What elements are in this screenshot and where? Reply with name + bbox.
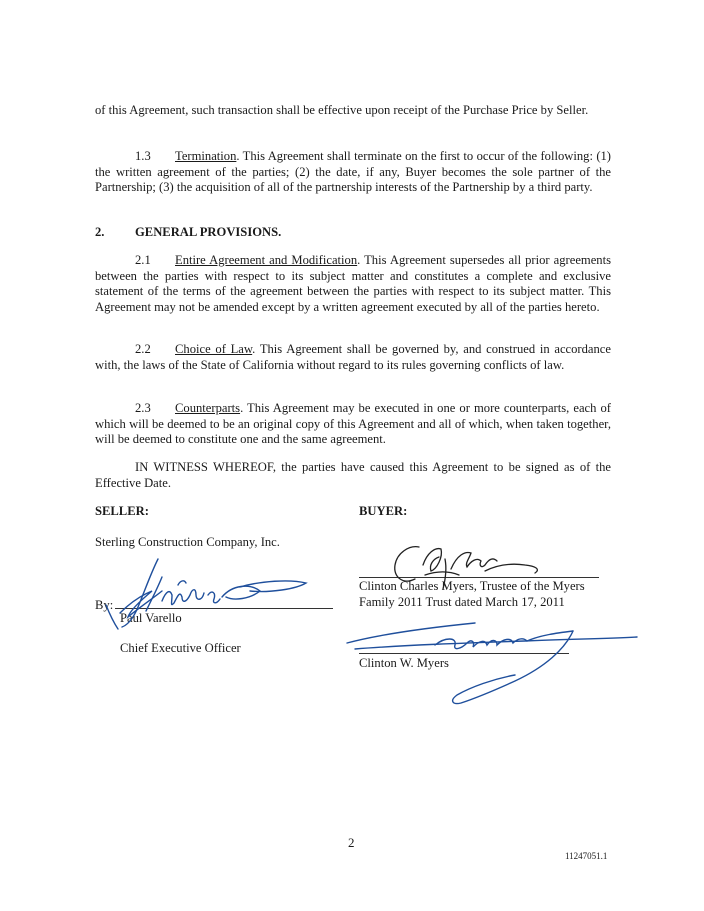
intro-fragment: of this Agreement, such transaction shall be effective upon receipt of the Purchase Price by Seller.: [95, 103, 589, 117]
section-2-2-number: 2.2: [135, 342, 151, 356]
section-2-title: GENERAL PROVISIONS.: [135, 225, 282, 239]
section-2-1-number: 2.1: [135, 253, 151, 267]
section-2-1: [95, 253, 611, 315]
section-2-3: [95, 401, 611, 448]
buyer-signer2-name: Clinton W. Myers: [359, 656, 449, 670]
seller-label: SELLER:: [95, 504, 149, 518]
section-1-3-text: . This Agreement shall terminate on the first to occur of the following: (1) the written agreement of the parties; (2) the date, if any, Buyer becomes the sole partner of the Partnership; (3) the acquisition of all of the partnership interests of the Partnership by a third party.: [95, 149, 611, 195]
witness-clause: IN WITNESS WHEREOF, the parties have caused this Agreement to be signed as of the Effective Date.: [95, 460, 611, 490]
section-2-3-title: Counterparts: [175, 401, 241, 415]
section-1-3-number: 1.3: [135, 149, 151, 163]
by-label: By:: [95, 598, 114, 612]
buyer-signature-line-1: [359, 577, 599, 578]
section-2-2-title: Choice of Law: [175, 342, 253, 356]
section-2-2-text: . This Agreement shall be governed by, and construed in accordance with, the laws of the State of California without regard to its rules governing conflicts of law.: [95, 342, 611, 372]
section-1-3-title: Termination: [175, 149, 237, 163]
document-id: 11247051.1: [565, 851, 608, 861]
buyer-label: BUYER:: [359, 504, 408, 518]
seller-signer-title: Chief Executive Officer: [120, 641, 241, 655]
section-2-1-title: Entire Agreement and Modification: [175, 253, 358, 267]
page-number: 2: [348, 835, 355, 850]
seller-company: Sterling Construction Company, Inc.: [95, 535, 280, 549]
seller-signer-name: Paul Varello: [120, 611, 182, 625]
buyer-signature-line-2: [359, 653, 569, 654]
section-2-3-text: . This Agreement may be executed in one or more counterparts, each of which will be deemed to be an original copy of this Agreement and all of which, when taken together, will be deemed to constitute one and the same agreement.: [95, 401, 611, 447]
buyer-signer1-line2: Family 2011 Trust dated March 17, 2011: [359, 595, 565, 609]
section-2-2: [95, 342, 611, 373]
section-2-number: 2.: [95, 225, 105, 239]
section-1-3: [95, 149, 611, 196]
section-2-3-number: 2.3: [135, 401, 151, 415]
buyer-signer1-line1: Clinton Charles Myers, Trustee of the Myers: [359, 579, 585, 593]
section-2-1-text: . This Agreement supersedes all prior agreements between the parties with respect to its subject matter and constitutes a complete and exclusive statement of the terms of the agreement between the parties with respect to its subject matter. This Agreement may not be amended except by a written agreement executed by all of the parties hereto.: [95, 253, 612, 314]
section-2-heading: [95, 225, 281, 240]
seller-signature-line: [115, 608, 333, 609]
